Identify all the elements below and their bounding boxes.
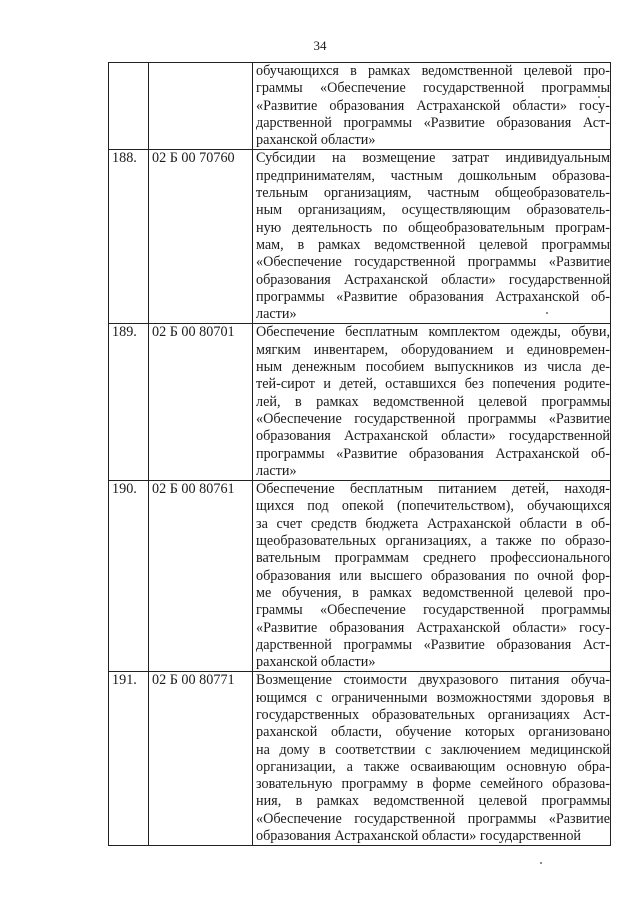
description-line: Обеспечение бесплатным комплектом одежды, обуви, xyxy=(256,324,610,341)
description-line: ную деятельность по общеобразовательным програм- xyxy=(256,219,610,236)
page-number: 34 xyxy=(313,38,327,53)
description-line: образования Астраханской области» государственной xyxy=(256,428,610,445)
budget-code: 02 Б 00 80761 xyxy=(149,481,253,672)
budget-code: 02 Б 00 80701 xyxy=(149,324,253,481)
description-line: программы «Развитие образования Астраханской об- xyxy=(256,288,610,305)
description-line: граммы «Обеспечение государственной программы xyxy=(256,602,610,619)
description-line: раханской области, обучение которых организовано xyxy=(256,724,610,741)
budget-code: 02 Б 00 80771 xyxy=(149,672,253,846)
description-line: ласти» xyxy=(256,306,297,323)
budget-code: 02 Б 00 70760 xyxy=(149,150,253,324)
row-number: 190. xyxy=(109,481,149,672)
description-line: государственных образовательных организациях Аст- xyxy=(256,706,610,723)
description-line: раханской области» xyxy=(256,654,376,671)
description-line: предпринимателям, частным дошкольным образова- xyxy=(256,167,610,184)
description-line: ным организациям, осуществляющим образователь- xyxy=(256,202,610,219)
table-body xyxy=(109,63,611,846)
description-line: тей-сирот и детей, оставшихся без попечения родите- xyxy=(256,376,610,393)
description-line: «Обеспечение государственной программы «Развитие xyxy=(256,810,610,827)
table-row xyxy=(109,63,611,150)
description-line: щеобразовательных организациях, а также по образо- xyxy=(256,533,610,550)
row-number: 188. xyxy=(109,150,149,324)
description-line: обучающихся в рамках ведомственной целевой про- xyxy=(256,63,610,79)
description-line: Обеспечение бесплатным питанием детей, находя- xyxy=(256,481,610,498)
description-line: ным денежным пособием выпускников из числа де- xyxy=(256,359,610,376)
row-number xyxy=(109,63,149,150)
description-line: ющимся с ограниченными возможностями здоровья в xyxy=(256,689,610,706)
row-number: 191. xyxy=(109,672,149,846)
description-line: программы «Развитие образования Астраханской об- xyxy=(256,445,610,462)
description-line: ласти» xyxy=(256,462,297,479)
description-line: «Обеспечение государственной программы «Развитие xyxy=(256,410,610,427)
description-line: лей, в рамках ведомственной целевой программы xyxy=(256,393,610,410)
description-line: вательным программам среднего профессионального xyxy=(256,550,610,567)
expense-description xyxy=(253,481,611,672)
description-line: организации, а также осваивающим основную обра- xyxy=(256,758,610,775)
expense-description xyxy=(253,63,611,150)
description-line: мягким инвентарем, оборудованием и единовремен- xyxy=(256,341,610,358)
description-line: «Обеспечение государственной программы «Развитие xyxy=(256,254,610,271)
description-line: Возмещение стоимости двухразового питания обуча- xyxy=(256,672,610,689)
description-line: щихся под опекой (попечительством), обучающихся xyxy=(256,498,610,515)
description-line: ме обучения, в рамках ведомственной целевой про- xyxy=(256,584,610,601)
description-line: раханской области» xyxy=(256,132,376,149)
description-line: образования или высшего образования по очной фор- xyxy=(256,567,610,584)
expense-description xyxy=(253,672,611,846)
description-line: образования Астраханской области» государственной xyxy=(256,271,610,288)
expense-description xyxy=(253,324,611,481)
description-line: за счет средств бюджета Астраханской области в об- xyxy=(256,515,610,532)
description-line: «Развитие образования Астраханской области» госу- xyxy=(256,97,610,114)
table-row xyxy=(109,672,611,846)
expense-description xyxy=(253,150,611,324)
table-row xyxy=(109,481,611,672)
description-line: дарственной программы «Развитие образования Аст- xyxy=(256,114,610,131)
table-row xyxy=(109,324,611,481)
description-line: образования Астраханской области» государственной xyxy=(256,828,582,845)
description-line: «Развитие образования Астраханской области» госу- xyxy=(256,619,610,636)
description-line: мам, в рамках ведомственной целевой программы xyxy=(256,236,610,253)
description-line: Субсидии на возмещение затрат индивидуальным xyxy=(256,150,610,167)
description-line: граммы «Обеспечение государственной программы xyxy=(256,80,610,97)
description-line: на дому в соответствии с заключением медицинской xyxy=(256,741,610,758)
description-line: дарственной программы «Развитие образования Аст- xyxy=(256,636,610,653)
scan-speck xyxy=(540,862,542,864)
budget-table xyxy=(108,62,611,846)
scan-speck xyxy=(546,312,548,314)
description-line: зовательную программу в форме семейного образова- xyxy=(256,776,610,793)
budget-code xyxy=(149,63,253,150)
table-row xyxy=(109,150,611,324)
scan-speck xyxy=(598,96,600,98)
row-number: 189. xyxy=(109,324,149,481)
description-line: ния, в рамках ведомственной целевой программы xyxy=(256,793,610,810)
description-line: тельным организациям, частным общеобразователь- xyxy=(256,185,610,202)
